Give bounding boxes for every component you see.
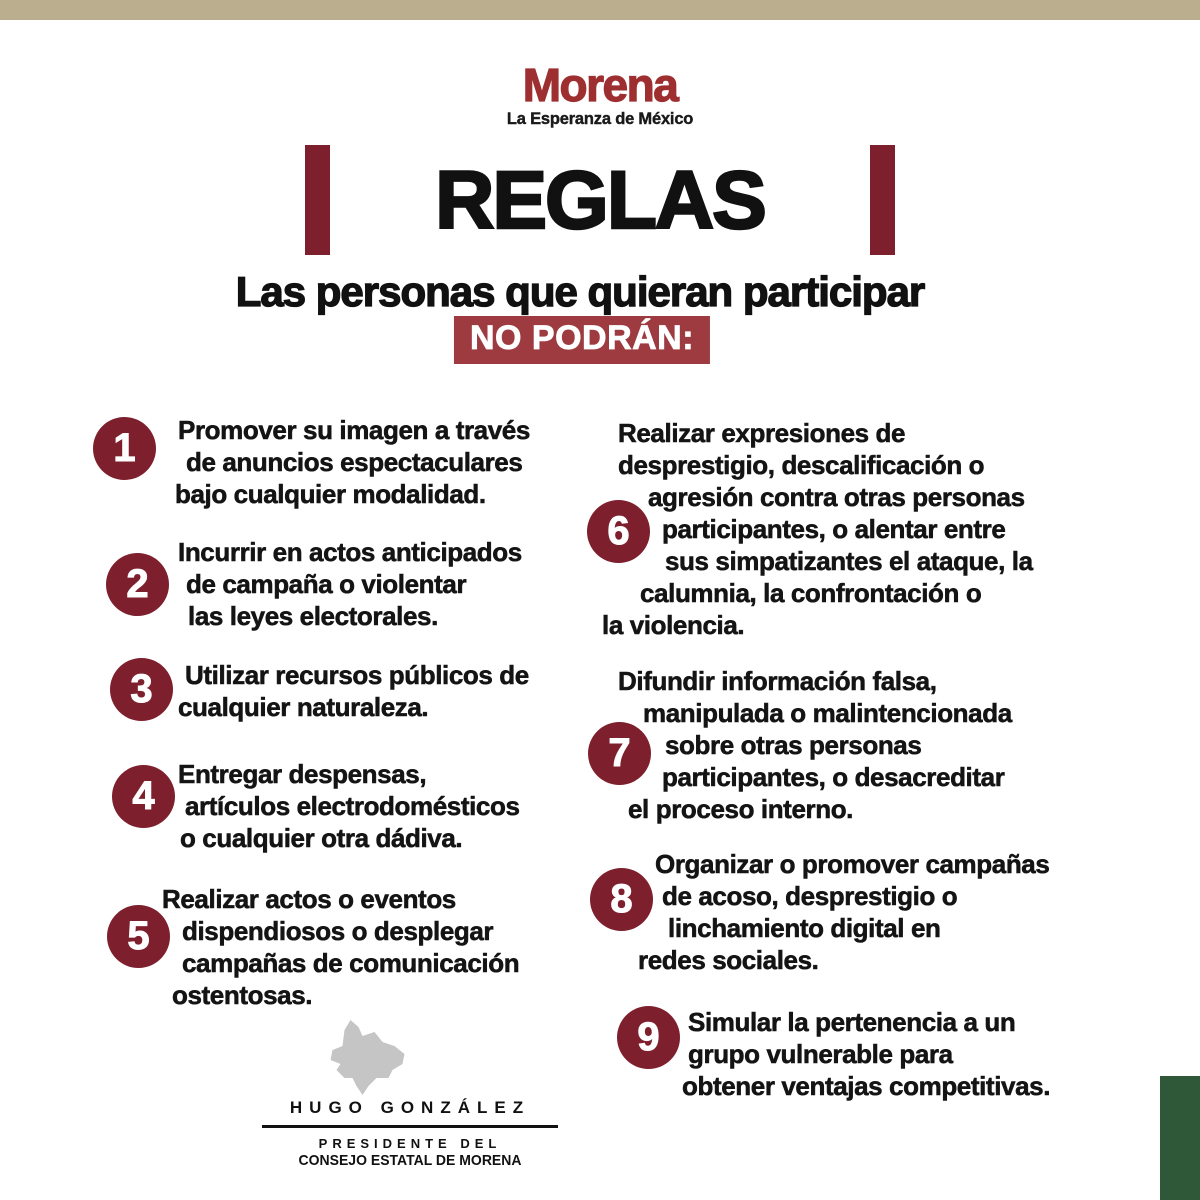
rule-text-line: sobre otras personas <box>665 730 922 760</box>
rule-text-line: Organizar o promover campañas <box>655 849 1050 879</box>
rule-text-line: de acoso, desprestigio o <box>662 881 958 911</box>
no-podran-banner: NO PODRÁN: <box>454 316 710 364</box>
signer-role-line-1: PRESIDENTE DEL <box>318 1136 502 1151</box>
rule-text-line: sus simpatizantes el ataque, la <box>665 546 1033 576</box>
rule-text-line: cualquier naturaleza. <box>178 692 429 722</box>
subtitle: Las personas que quieran participar <box>235 268 925 315</box>
rule-text-line: calumnia, la confrontación o <box>640 578 982 608</box>
rule-text-line: las leyes electorales. <box>188 601 438 631</box>
rule-text-line: Entregar despensas, <box>178 759 427 789</box>
brand-tagline: La Esperanza de México <box>506 110 694 128</box>
rule-number-badge: 6 <box>587 500 650 563</box>
rule-item-7 <box>618 665 1012 825</box>
rule-text-line: campañas de comunicación <box>182 948 520 978</box>
rule-text-line: agresión contra otras personas <box>648 482 1025 512</box>
chihuahua-state-map-icon <box>312 1018 448 1100</box>
rule-number-badge: 7 <box>588 722 651 785</box>
rule-text-line: Difundir información falsa, <box>618 666 937 696</box>
rule-text-line: participantes, o desacreditar <box>662 762 1005 792</box>
rule-text-line: grupo vulnerable para <box>688 1039 953 1069</box>
rule-text-line: Promover su imagen a través <box>178 415 530 445</box>
rule-number-badge: 9 <box>617 1006 680 1069</box>
morena-logo <box>0 59 1200 129</box>
rule-item-9 <box>682 1006 1050 1102</box>
rule-item-5 <box>162 883 519 1011</box>
rule-text-line: de campaña o violentar <box>186 569 467 599</box>
rule-item-8 <box>638 848 1049 976</box>
page-title: REGLAS <box>435 155 765 246</box>
rule-text-line: Utilizar recursos públicos de <box>185 660 529 690</box>
signature-block <box>262 1098 558 1168</box>
rule-text-line: de anuncios espectaculares <box>186 447 523 477</box>
rule-number-badge: 5 <box>107 905 170 968</box>
rule-number-badge: 2 <box>106 553 169 616</box>
rule-text-line: ostentosas. <box>172 980 313 1010</box>
rule-number-badge: 4 <box>112 765 175 828</box>
rule-text-line: artículos electrodomésticos <box>185 791 520 821</box>
rule-text-line: redes sociales. <box>638 945 819 975</box>
rule-item-3 <box>178 659 529 723</box>
rule-text-line: Realizar expresiones de <box>618 418 906 448</box>
rule-number-badge: 3 <box>110 658 173 721</box>
rule-text-line: manipulada o malintencionada <box>643 698 1012 728</box>
signer-name: HUGO GONZÁLEZ <box>262 1098 558 1128</box>
rule-text-line: bajo cualquier modalidad. <box>175 479 486 509</box>
rule-text-line: la violencia. <box>602 610 745 640</box>
brand-name: Morena <box>522 59 678 111</box>
rule-text-line: el proceso interno. <box>628 794 854 824</box>
rule-text-line: desprestigio, descalificación o <box>618 450 985 480</box>
rule-item-6 <box>602 417 1033 641</box>
rule-number-badge: 8 <box>590 868 653 931</box>
rule-text-line: participantes, o alentar entre <box>662 514 1006 544</box>
rule-text-line: o cualquier otra dádiva. <box>180 823 463 853</box>
rule-text-line: dispendiosos o desplegar <box>182 916 494 946</box>
rule-item-1 <box>175 414 530 510</box>
rule-number-badge: 1 <box>93 417 156 480</box>
rule-text-line: Incurrir en actos anticipados <box>178 537 522 567</box>
rule-text-line: linchamiento digital en <box>668 913 941 943</box>
rule-text-line: Simular la pertenencia a un <box>688 1007 1016 1037</box>
bottom-right-green-block <box>1160 1076 1200 1200</box>
rule-text-line: Realizar actos o eventos <box>162 884 456 914</box>
signer-role-line-2: CONSEJO ESTATAL DE MORENA <box>298 1151 522 1169</box>
rule-item-4 <box>178 758 520 854</box>
rule-item-2 <box>178 536 522 632</box>
top-tan-strip <box>0 0 1200 20</box>
rule-text-line: obtener ventajas competitivas. <box>682 1071 1051 1101</box>
